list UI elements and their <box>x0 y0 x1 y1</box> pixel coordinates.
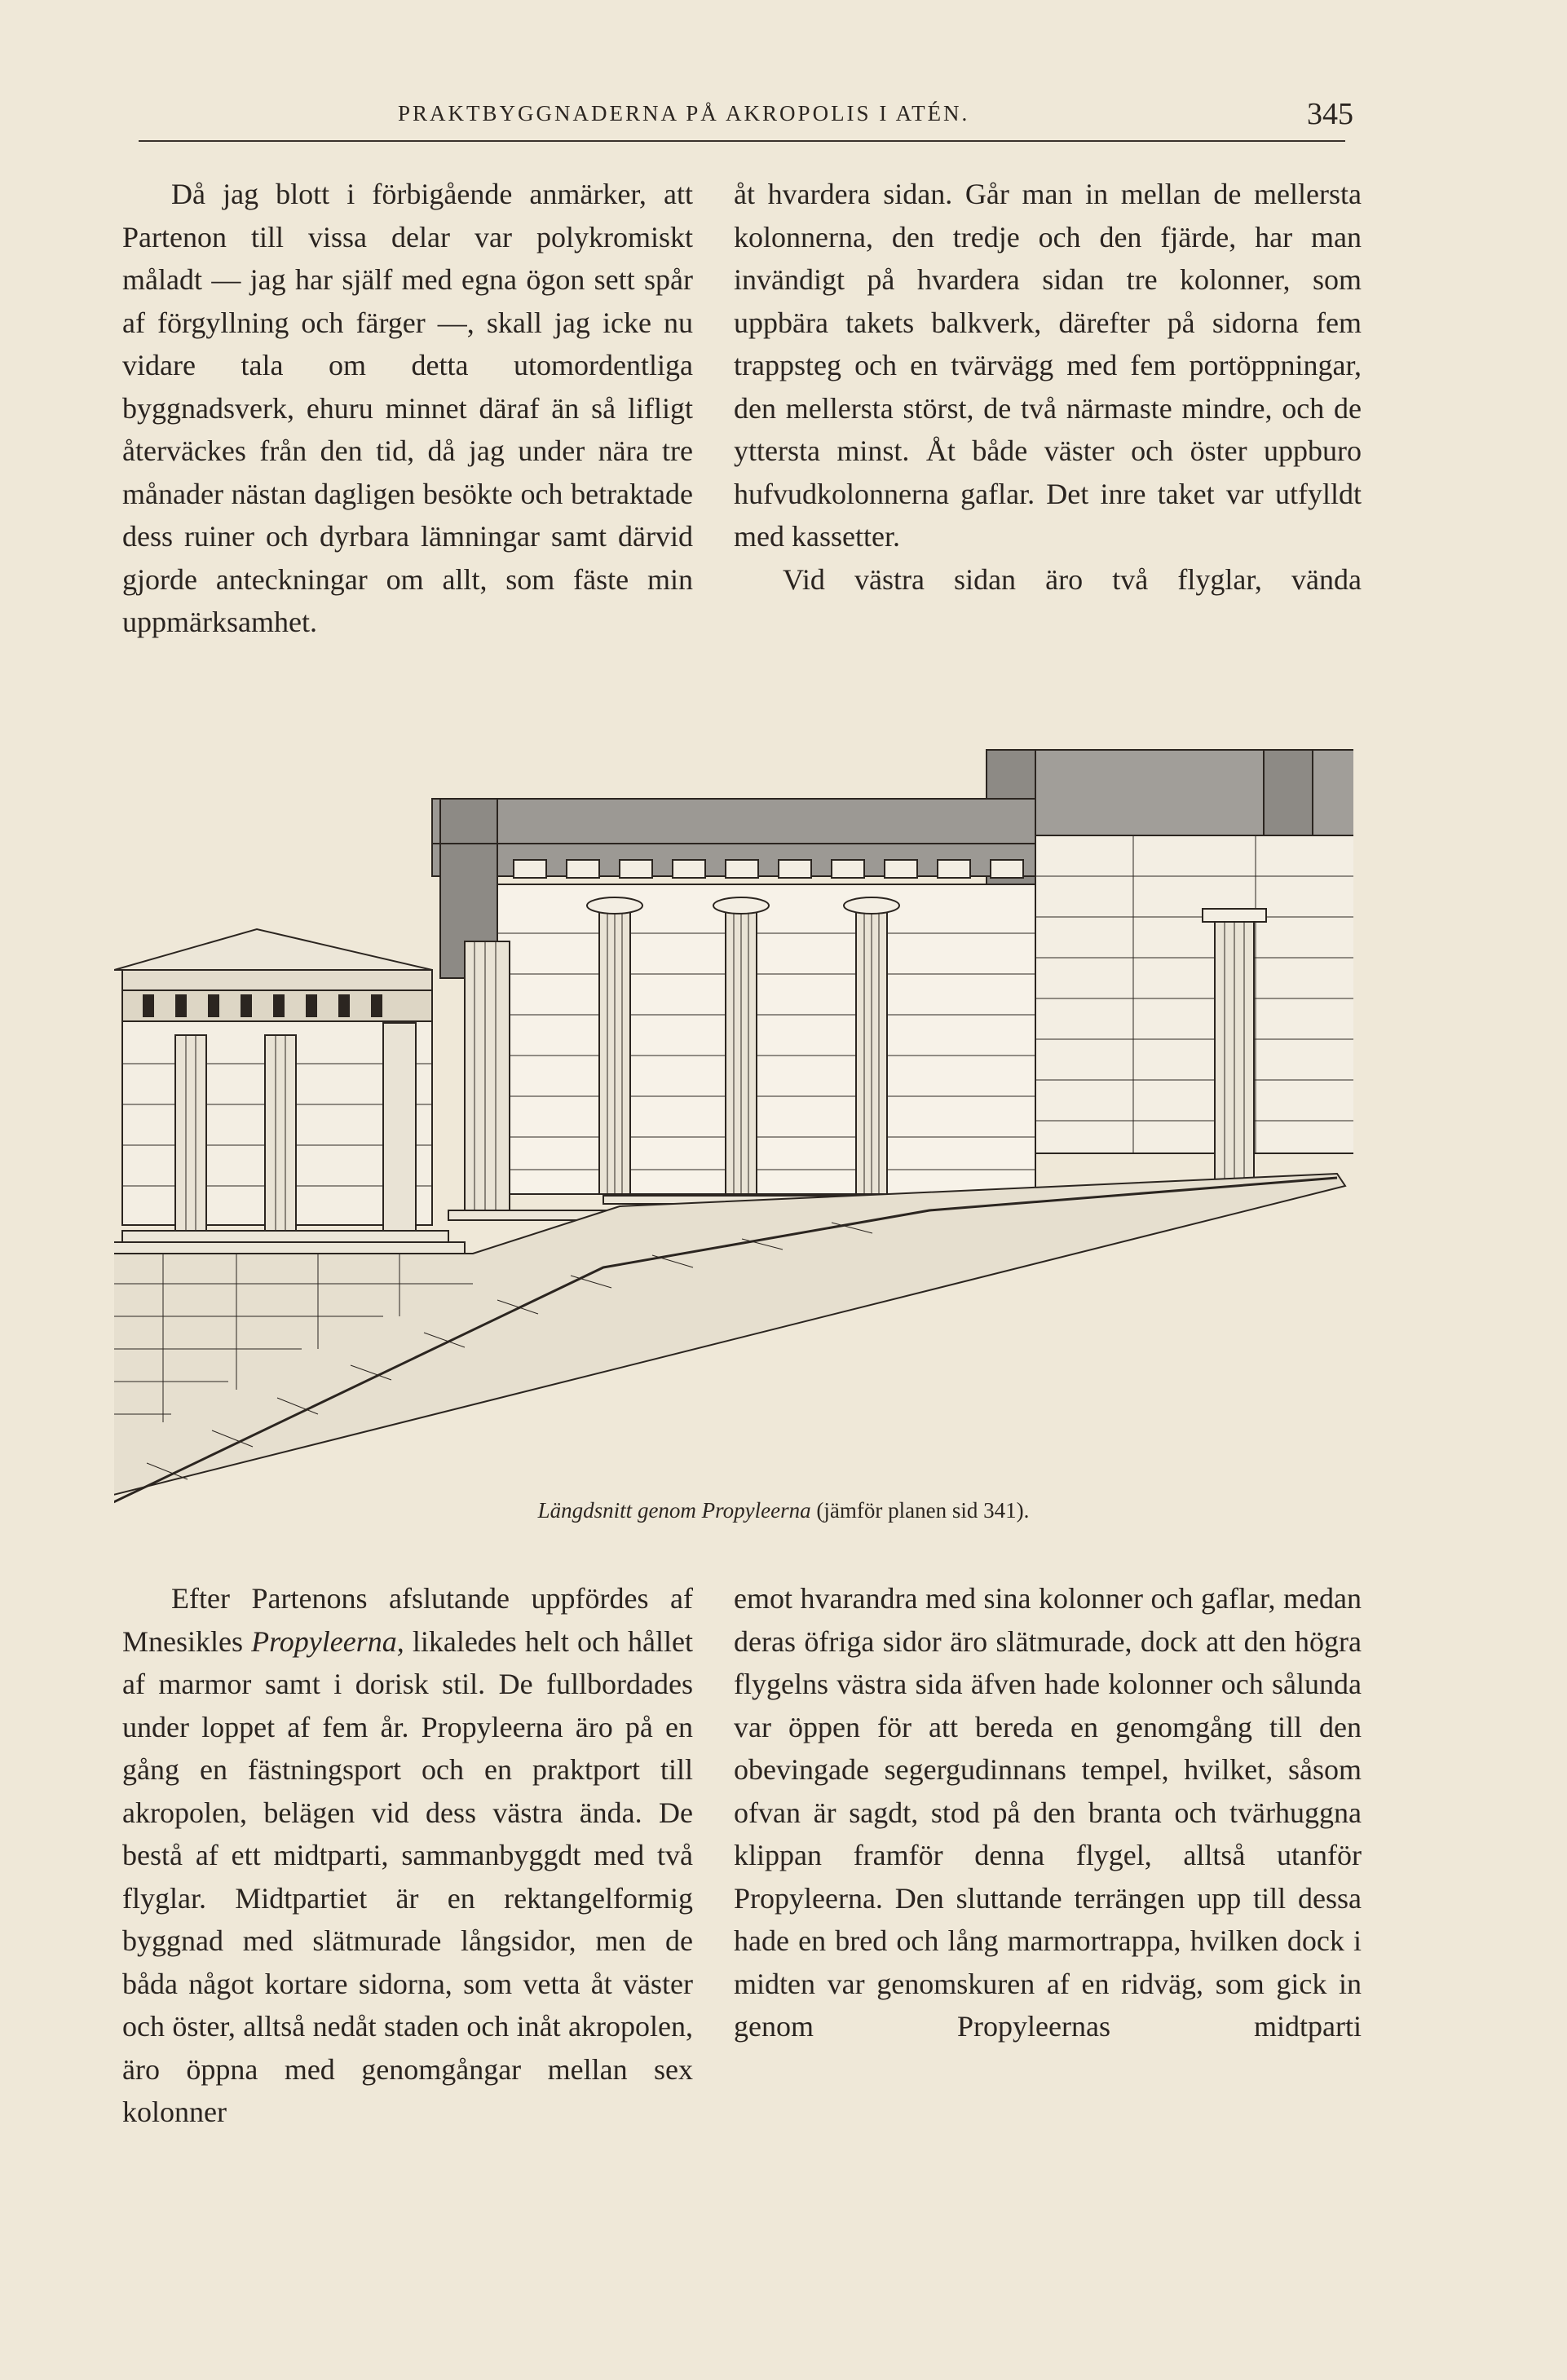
propylaea-text-before: Efter Partenons afslutande uppfördes af Mnesikles <box>122 1582 693 1658</box>
paragraph-wings-start: Vid västra sidan äro två flyglar, vända <box>783 562 1362 596</box>
paragraph-columns-interior: åt hvardera sidan. Går man in mellan de mellersta kolonnerna, den tredje och den fjärde, har man invändigt på hvardera sidan tre kolonner, som uppbära takets balkverk, därefter på sidorna fem trappsteg och en tvärvägg med fem portöppningar, den mellersta störst, de två närmaste mindre, och de yttersta minst. Åt både väster och öster uppburo hufvudkolonnerna gaflar. Det inre taket var utfylldt med kassetter. <box>734 178 1362 553</box>
column-right-top <box>734 173 1362 601</box>
page-number: 345 <box>1307 97 1353 131</box>
propylaea-section-illustration <box>114 746 1353 1520</box>
paragraph-wings: emot hvarandra med sina kolonner och gaflar, medan deras öfriga sidor äro slätmurade, dock att den högra flygelns västra sida äfven hade kolonner och sålunda var öppen för att bereda en genomgång till den obevingade segergudinnans tempel, hvilket, såsom ofvan är sagdt, stod på den branta och tvärhuggna klippan framför denna flygel, alltså utanför Propyleerna. Den sluttande terrängen upp till dessa hade en bred och lång marmortrappa, hvilken dock i midten var genomskuren af en ridväg, som gick in genom Propyleernas midtparti <box>734 1582 1362 2043</box>
caption-italic-1: Längdsnitt <box>537 1498 633 1523</box>
paragraph-propylaea <box>122 1577 693 2134</box>
column-left-bottom <box>122 1577 693 2134</box>
propylaea-text-after: likaledes helt och hållet af marmor samt i dorisk stil. De fullbordades under loppet af fem år. Propyleerna äro på en gång en fästningsport och en praktport till akropolen, belägen vid dess västra ända. De bestå af ett midtparti, sammanbyggdt med två flyglar. Midtpartiet är en rektangelformig byggnad med slätmurade långsidor, men de båda något kortare sidorna, som vetta åt väster och öster, alltså nedåt staden och inåt akropolen, äro öppna med genomgångar mellan sex kolonner <box>122 1624 694 2128</box>
caption-italic-3: Propyleerna <box>701 1498 811 1523</box>
caption-italic-2: genom <box>637 1498 696 1523</box>
figure-caption <box>0 1498 1567 1523</box>
column-right-bottom <box>734 1577 1362 2048</box>
caption-reference: (jämför planen sid 341). <box>816 1498 1030 1523</box>
paragraph-parthenon: Då jag blott i förbigående anmärker, att Partenon till vissa delar var polykromiskt måladt — jag har själf med egna ögon sett spår af förgyllning och färger —, skall jag icke nu vidare tala om detta utomordentliga byggnadsverk, ehuru minnet däraf än så lifligt återväckes från den tid, då jag under nära tre månader nästan dagligen besökte och betraktade dess ruiner och dyrbara lämningar samt därvid gjorde anteckningar om allt, som fäste min uppmärksamhet. <box>122 178 693 638</box>
running-head <box>139 96 1353 145</box>
header-rule <box>139 140 1345 142</box>
running-title: PRAKTBYGGNADERNA PÅ AKROPOLIS I ATÉN. <box>398 101 970 126</box>
column-left-top <box>122 173 693 644</box>
propylaea-term: Propyleerna, <box>251 1624 404 1658</box>
